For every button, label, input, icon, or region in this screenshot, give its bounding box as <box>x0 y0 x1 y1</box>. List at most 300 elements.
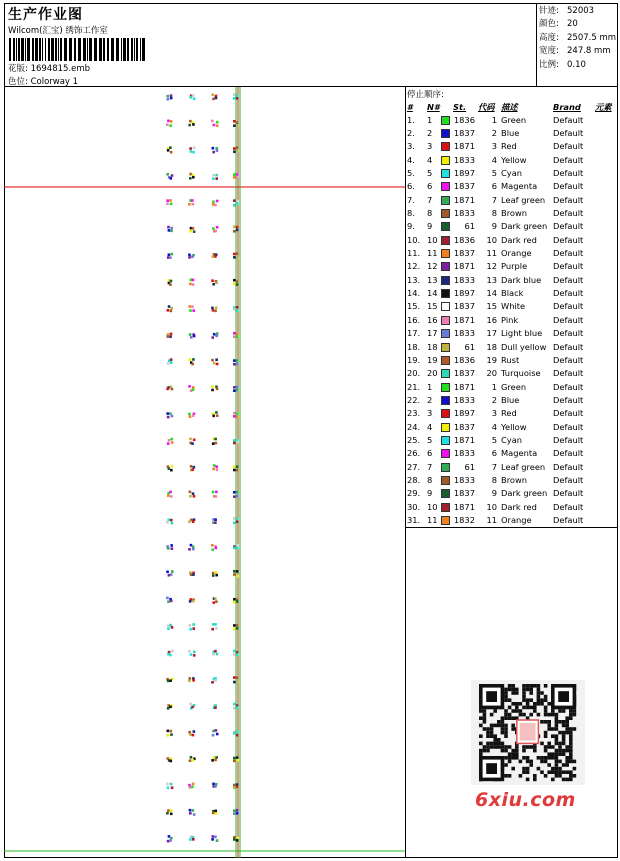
row-brand: Default <box>553 181 584 192</box>
row-desc: Rust <box>501 354 520 365</box>
color-swatch-box <box>441 396 450 405</box>
table-row <box>407 313 612 326</box>
divider <box>536 3 537 87</box>
color-swatch-box <box>441 436 450 445</box>
row-desc: Leaf green <box>501 461 546 472</box>
color-swatch <box>441 166 453 179</box>
barcode-image <box>9 38 145 61</box>
row-index: 23. <box>407 408 421 419</box>
row-index: 20. <box>407 368 421 379</box>
row-code: 13 <box>486 274 497 285</box>
row-brand: Default <box>553 474 584 485</box>
table-row <box>407 353 612 366</box>
col-index: # <box>407 101 413 112</box>
design-label: 花版: <box>8 64 28 74</box>
row-needle: 7 <box>427 194 433 205</box>
color-swatch-box <box>441 409 450 418</box>
row-brand: Default <box>553 128 584 139</box>
table-row <box>407 233 612 246</box>
row-brand: Default <box>553 168 584 179</box>
color-swatch-box <box>441 236 450 245</box>
row-stitches: 1836 <box>453 114 475 125</box>
color-swatch-box <box>441 289 450 298</box>
color-swatch-box <box>441 182 450 191</box>
row-brand: Default <box>553 314 584 325</box>
table-row <box>407 367 612 380</box>
company-name: Wilcom(汇宝) 绣饰工作室 <box>8 26 108 36</box>
row-code: 17 <box>486 328 497 339</box>
row-index: 2. <box>407 128 415 139</box>
color-swatch <box>441 367 453 380</box>
row-code: 9 <box>491 221 497 232</box>
color-swatch <box>441 473 453 486</box>
color-swatch <box>441 407 453 420</box>
watermark-logo: 6xiu.com <box>475 789 576 811</box>
color-swatch-box <box>441 222 450 231</box>
color-swatch-box <box>441 276 450 285</box>
color-swatch <box>441 433 453 446</box>
row-stitches: 1833 <box>453 208 475 219</box>
row-code: 14 <box>486 288 497 299</box>
row-code: 8 <box>491 208 497 219</box>
row-code: 3 <box>491 141 497 152</box>
row-desc: Brown <box>501 474 528 485</box>
qr-code-image <box>471 680 585 785</box>
table-row <box>407 193 612 206</box>
table-row <box>407 433 612 446</box>
row-brand: Default <box>553 261 584 272</box>
row-code: 15 <box>486 301 497 312</box>
row-brand: Default <box>553 154 584 165</box>
row-stitches: 1837 <box>453 248 475 259</box>
color-swatch <box>441 313 453 326</box>
row-stitches: 1832 <box>453 514 475 525</box>
row-code: 7 <box>491 461 497 472</box>
row-needle: 9 <box>427 488 433 499</box>
row-brand: Default <box>553 194 584 205</box>
row-desc: Dark green <box>501 488 548 499</box>
row-index: 9. <box>407 221 415 232</box>
colorway-label: 色位: <box>8 77 28 87</box>
color-swatch-box <box>441 423 450 432</box>
stop-sequence-panel <box>407 88 617 525</box>
row-stitches: 1897 <box>453 168 475 179</box>
row-brand: Default <box>553 434 584 445</box>
row-needle: 8 <box>427 474 433 485</box>
row-stitches: 1836 <box>453 234 475 245</box>
row-brand: Default <box>553 234 584 245</box>
table-row <box>407 126 612 139</box>
row-desc: Red <box>501 141 517 152</box>
row-code: 1 <box>491 114 497 125</box>
row-index: 11. <box>407 248 421 259</box>
row-index: 25. <box>407 434 421 445</box>
row-brand: Default <box>553 328 584 339</box>
row-stitches: 1897 <box>453 288 475 299</box>
row-code: 11 <box>486 514 497 525</box>
col-stitches: St. <box>453 101 467 112</box>
row-index: 18. <box>407 341 421 352</box>
color-swatch-box <box>441 129 450 138</box>
color-swatch <box>441 273 453 286</box>
table-row <box>407 113 612 126</box>
row-brand: Default <box>553 301 584 312</box>
row-desc: Dark red <box>501 501 537 512</box>
color-swatch-box <box>441 196 450 205</box>
row-needle: 10 <box>427 501 438 512</box>
header <box>4 3 536 87</box>
row-brand: Default <box>553 288 584 299</box>
row-needle: 1 <box>427 114 433 125</box>
col-element: 元素 <box>595 101 612 112</box>
row-index: 17. <box>407 328 421 339</box>
row-index: 5. <box>407 168 415 179</box>
row-stitches: 1837 <box>453 128 475 139</box>
color-swatch <box>441 233 453 246</box>
color-swatch <box>441 206 453 219</box>
row-stitches: 1871 <box>453 261 475 272</box>
table-row <box>407 153 612 166</box>
color-swatch <box>441 393 453 406</box>
row-desc: Red <box>501 408 517 419</box>
row-code: 3 <box>491 408 497 419</box>
row-needle: 1 <box>427 381 433 392</box>
table-row <box>407 460 612 473</box>
color-swatch <box>441 260 453 273</box>
row-desc: Green <box>501 381 527 392</box>
table-row <box>407 260 612 273</box>
color-swatch <box>441 113 453 126</box>
color-swatch <box>441 487 453 500</box>
row-code: 19 <box>486 354 497 365</box>
row-index: 6. <box>407 181 415 192</box>
table-row <box>407 487 612 500</box>
row-stitches: 1871 <box>453 141 475 152</box>
row-brand: Default <box>553 221 584 232</box>
row-stitches: 1833 <box>453 154 475 165</box>
color-swatch-box <box>441 302 450 311</box>
row-stitches: 1837 <box>453 301 475 312</box>
color-swatch-box <box>441 156 450 165</box>
row-code: 7 <box>491 194 497 205</box>
row-stitches: 1871 <box>453 501 475 512</box>
col-needle: N# <box>427 101 440 112</box>
table-row <box>407 220 612 233</box>
row-index: 31. <box>407 514 421 525</box>
design-value: 1694815.emb <box>30 64 91 74</box>
row-code: 4 <box>491 154 497 165</box>
row-needle: 14 <box>427 288 438 299</box>
color-swatch-box <box>441 316 450 325</box>
row-index: 1. <box>407 114 415 125</box>
row-stitches: 1871 <box>453 381 475 392</box>
col-code: 代码 <box>478 101 495 112</box>
row-stitches: 1833 <box>453 274 475 285</box>
color-swatch-box <box>441 476 450 485</box>
table-row <box>407 140 612 153</box>
color-swatch <box>441 153 453 166</box>
color-swatch <box>441 193 453 206</box>
row-desc: Dark red <box>501 234 537 245</box>
color-swatch-box <box>441 463 450 472</box>
row-index: 24. <box>407 421 421 432</box>
stat-scale: 比例: 0.10 <box>539 59 586 70</box>
color-swatch-box <box>441 262 450 271</box>
row-needle: 11 <box>427 514 438 525</box>
stat-width: 宽度: 247.8 mm <box>539 46 611 57</box>
row-desc: Pink <box>501 314 519 325</box>
row-stitches: 61 <box>464 221 475 232</box>
row-code: 9 <box>491 488 497 499</box>
divider <box>405 86 406 858</box>
row-brand: Default <box>553 514 584 525</box>
row-desc: Orange <box>501 248 532 259</box>
color-swatch <box>441 340 453 353</box>
row-index: 12. <box>407 261 421 272</box>
row-brand: Default <box>553 208 584 219</box>
row-needle: 16 <box>427 314 438 325</box>
row-brand: Default <box>553 381 584 392</box>
row-code: 1 <box>491 381 497 392</box>
row-index: 28. <box>407 474 421 485</box>
row-desc: Green <box>501 114 527 125</box>
row-stitches: 1837 <box>453 421 475 432</box>
stop-sequence-title: 停止顺序: <box>407 90 444 100</box>
row-desc: White <box>501 301 526 312</box>
color-swatch-box <box>441 356 450 365</box>
row-desc: Leaf green <box>501 194 546 205</box>
row-needle: 9 <box>427 221 433 232</box>
row-code: 10 <box>486 501 497 512</box>
color-swatch <box>441 327 453 340</box>
color-swatch-box <box>441 369 450 378</box>
row-brand: Default <box>553 461 584 472</box>
row-desc: Black <box>501 288 524 299</box>
row-index: 10. <box>407 234 421 245</box>
table-row <box>407 206 612 219</box>
table-row <box>407 166 612 179</box>
table-row <box>407 300 612 313</box>
table-row <box>407 420 612 433</box>
color-swatch-box <box>441 516 450 525</box>
row-desc: Cyan <box>501 434 523 445</box>
row-needle: 20 <box>427 368 438 379</box>
row-needle: 12 <box>427 261 438 272</box>
row-desc: Purple <box>501 261 528 272</box>
row-desc: Turquoise <box>501 368 541 379</box>
row-desc: Yellow <box>501 154 527 165</box>
color-swatch <box>441 220 453 233</box>
row-brand: Default <box>553 248 584 259</box>
design-row <box>8 62 90 74</box>
row-needle: 11 <box>427 248 438 259</box>
row-stitches: 1871 <box>453 314 475 325</box>
color-swatch <box>441 500 453 513</box>
row-index: 19. <box>407 354 421 365</box>
row-stitches: 1837 <box>453 181 475 192</box>
row-code: 6 <box>491 448 497 459</box>
table-row <box>407 286 612 299</box>
row-code: 10 <box>486 234 497 245</box>
colorway-value: Colorway 1 <box>30 77 79 87</box>
row-stitches: 61 <box>464 461 475 472</box>
table-row <box>407 407 612 420</box>
row-needle: 4 <box>427 154 433 165</box>
color-swatch <box>441 126 453 139</box>
row-needle: 5 <box>427 168 433 179</box>
table-row <box>407 513 612 526</box>
color-swatch <box>441 140 453 153</box>
row-needle: 4 <box>427 421 433 432</box>
row-needle: 3 <box>427 408 433 419</box>
row-brand: Default <box>553 341 584 352</box>
row-needle: 2 <box>427 394 433 405</box>
row-needle: 2 <box>427 128 433 139</box>
divider <box>405 527 618 528</box>
color-swatch <box>441 353 453 366</box>
row-index: 7. <box>407 194 415 205</box>
row-code: 20 <box>486 368 497 379</box>
table-header <box>407 100 612 113</box>
row-desc: Dark green <box>501 221 548 232</box>
color-swatch-box <box>441 449 450 458</box>
row-index: 14. <box>407 288 421 299</box>
table-row <box>407 500 612 513</box>
row-desc: Yellow <box>501 421 527 432</box>
row-needle: 13 <box>427 274 438 285</box>
row-desc: Light blue <box>501 328 543 339</box>
design-preview <box>4 87 405 858</box>
row-desc: Dull yellow <box>501 341 547 352</box>
row-desc: Orange <box>501 514 532 525</box>
color-swatch <box>441 460 453 473</box>
row-code: 8 <box>491 474 497 485</box>
row-stitches: 1833 <box>453 474 475 485</box>
row-index: 4. <box>407 154 415 165</box>
row-needle: 6 <box>427 448 433 459</box>
color-swatch <box>441 513 453 526</box>
stat-stitches: 针迹: 52003 <box>539 6 595 16</box>
color-swatch-box <box>441 209 450 218</box>
row-brand: Default <box>553 408 584 419</box>
row-code: 5 <box>491 168 497 179</box>
row-brand: Default <box>553 354 584 365</box>
row-needle: 8 <box>427 208 433 219</box>
color-swatch-box <box>441 383 450 392</box>
color-swatch-box <box>441 169 450 178</box>
table-row <box>407 180 612 193</box>
color-swatch <box>441 420 453 433</box>
color-swatch <box>441 300 453 313</box>
table-row <box>407 380 612 393</box>
row-needle: 15 <box>427 301 438 312</box>
row-brand: Default <box>553 114 584 125</box>
row-index: 8. <box>407 208 415 219</box>
row-needle: 5 <box>427 434 433 445</box>
row-stitches: 1897 <box>453 408 475 419</box>
color-swatch-box <box>441 489 450 498</box>
row-stitches: 1837 <box>453 488 475 499</box>
row-index: 16. <box>407 314 421 325</box>
page-title: 生产作业图 <box>8 7 83 23</box>
row-code: 18 <box>486 341 497 352</box>
row-brand: Default <box>553 448 584 459</box>
col-desc: 描述 <box>501 101 518 112</box>
row-needle: 7 <box>427 461 433 472</box>
row-desc: Magenta <box>501 448 538 459</box>
color-swatch <box>441 180 453 193</box>
row-brand: Default <box>553 501 584 512</box>
row-desc: Brown <box>501 208 528 219</box>
row-brand: Default <box>553 368 584 379</box>
row-stitches: 1871 <box>453 434 475 445</box>
row-code: 2 <box>491 128 497 139</box>
row-brand: Default <box>553 274 584 285</box>
row-needle: 17 <box>427 328 438 339</box>
table-row <box>407 393 612 406</box>
row-code: 6 <box>491 181 497 192</box>
color-swatch-box <box>441 249 450 258</box>
table-row <box>407 447 612 460</box>
row-index: 22. <box>407 394 421 405</box>
row-code: 4 <box>491 421 497 432</box>
table-row <box>407 340 612 353</box>
row-desc: Magenta <box>501 181 538 192</box>
row-needle: 10 <box>427 234 438 245</box>
color-swatch-box <box>441 116 450 125</box>
row-code: 11 <box>486 248 497 259</box>
color-swatch-box <box>441 503 450 512</box>
color-swatch <box>441 447 453 460</box>
row-index: 21. <box>407 381 421 392</box>
row-desc: Blue <box>501 128 520 139</box>
stop-sequence-table <box>407 100 612 527</box>
row-needle: 3 <box>427 141 433 152</box>
row-code: 2 <box>491 394 497 405</box>
row-index: 30. <box>407 501 421 512</box>
row-needle: 19 <box>427 354 438 365</box>
row-stitches: 61 <box>464 341 475 352</box>
color-swatch <box>441 246 453 259</box>
row-stitches: 1871 <box>453 194 475 205</box>
row-needle: 6 <box>427 181 433 192</box>
row-brand: Default <box>553 421 584 432</box>
row-desc: Blue <box>501 394 520 405</box>
col-brand: Brand <box>553 101 581 112</box>
row-code: 12 <box>486 261 497 272</box>
row-index: 27. <box>407 461 421 472</box>
row-needle: 18 <box>427 341 438 352</box>
color-swatch <box>441 380 453 393</box>
stat-height: 高度: 2507.5 mm <box>539 32 617 43</box>
row-stitches: 1837 <box>453 368 475 379</box>
row-stitches: 1836 <box>453 354 475 365</box>
table-row <box>407 327 612 340</box>
row-stitches: 1833 <box>453 448 475 459</box>
table-row <box>407 273 612 286</box>
row-brand: Default <box>553 488 584 499</box>
row-stitches: 1833 <box>453 328 475 339</box>
row-index: 15. <box>407 301 421 312</box>
table-row <box>407 246 612 259</box>
row-index: 13. <box>407 274 421 285</box>
stats-panel <box>539 5 616 72</box>
row-index: 3. <box>407 141 415 152</box>
color-swatch-box <box>441 329 450 338</box>
color-swatch-box <box>441 343 450 352</box>
row-code: 5 <box>491 434 497 445</box>
row-index: 26. <box>407 448 421 459</box>
